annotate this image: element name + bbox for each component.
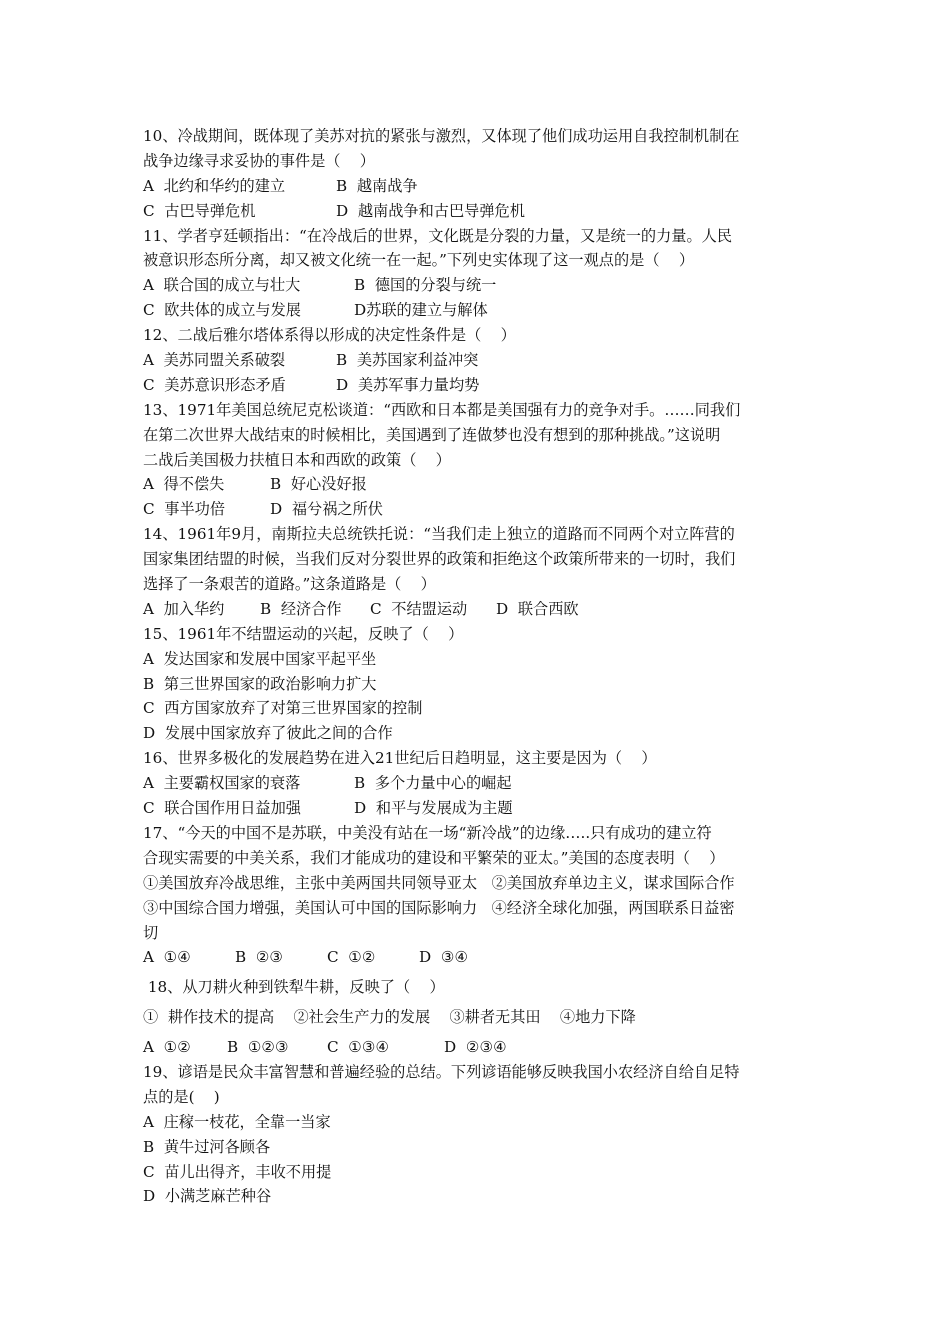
option-b: B 美苏国家利益冲突 <box>336 351 479 370</box>
option-c: C ①③④ <box>327 1038 390 1057</box>
options-row <box>143 273 813 298</box>
option-c: C 西方国家放弃了对第三世界国家的控制 <box>143 699 423 718</box>
option-d: D 和平与发展成为主题 <box>354 799 513 818</box>
option-a: A 主要霸权国家的衰落 <box>143 774 301 793</box>
option-d: D苏联的建立与解体 <box>354 301 488 320</box>
options-row <box>143 348 813 373</box>
question-stem: 二战后美国极力扶植日本和西欧的政策（ ） <box>143 450 451 469</box>
question-stem: 12、二战后雅尔塔体系得以形成的决定性条件是（ ） <box>143 326 516 345</box>
option-c: C 苗儿出得齐，丰收不用提 <box>143 1162 332 1181</box>
option-d: D ③④ <box>419 948 469 967</box>
question-stem: 15、1961年不结盟运动的兴起，反映了（ ） <box>143 624 464 643</box>
question-stem: 战争边缘寻求妥协的事件是（ ） <box>143 151 375 170</box>
question-19 <box>143 1060 813 1209</box>
options-row <box>143 298 813 323</box>
option-d: D 越南战争和古巴导弹危机 <box>336 201 525 220</box>
question-15 <box>143 622 813 746</box>
question-13 <box>143 398 813 522</box>
option-c: C 古巴导弹危机 <box>143 201 256 220</box>
question-stem: 在第二次世界大战结束的时候相比，美国遇到了连做梦也没有想到的那种挑战。”这说明 <box>143 425 721 444</box>
option-a: A 得不偿失 <box>143 475 225 494</box>
question-stem: 16、世界多极化的发展趋势在进入21世纪后日趋明显，这主要是因为（ ） <box>143 749 657 768</box>
question-stem: 11、学者亨廷顿指出：“在冷战后的世界，文化既是分裂的力量，又是统一的力量。人民 <box>143 226 733 245</box>
question-18 <box>143 975 813 1060</box>
options-row <box>143 373 813 398</box>
options-row <box>143 199 813 224</box>
question-stem: 18、从刀耕火种到铁犁牛耕，反映了（ ） <box>143 978 445 997</box>
option-d: D 联合西欧 <box>496 599 579 618</box>
option-a: A 加入华约 <box>143 599 225 618</box>
option-c: C 联合国作用日益加强 <box>143 799 301 818</box>
options-row <box>143 796 813 821</box>
option-a: A 庄稼一枝花，全靠一当家 <box>143 1112 331 1131</box>
option-d: D 福兮祸之所伏 <box>270 500 383 519</box>
statement-line: ①美国放弃冷战思维，主张中美两国共同领导亚太 ②美国放弃单边主义，谋求国际合作 <box>143 873 735 892</box>
options-row <box>143 174 813 199</box>
option-c: C 事半功倍 <box>143 500 226 519</box>
option-b: B ②③ <box>235 948 284 967</box>
option-c: C ①② <box>327 948 376 967</box>
question-stem: 19、谚语是民众丰富智慧和普遍经验的总结。下列谚语能够反映我国小农经济自给自足特 <box>143 1062 740 1081</box>
statement-line: ① 耕作技术的提高 ②社会生产力的发展 ③耕者无其田 ④地力下降 <box>143 1008 636 1027</box>
statement-line: 切 <box>143 923 159 942</box>
question-14 <box>143 522 813 622</box>
option-a: A 联合国的成立与壮大 <box>143 276 301 295</box>
statement-line: ③中国综合国力增强，美国认可中国的国际影响力 ④经济全球化加强，两国联系日益密 <box>143 898 735 917</box>
question-stem: 14、1961年9月，南斯拉夫总统铁托说：“当我们走上独立的道路而不同两个对立阵营的 <box>143 525 735 544</box>
question-12 <box>143 323 813 398</box>
question-stem: 合现实需要的中美关系，我们才能成功的建设和平繁荣的亚太。”美国的态度表明（ ） <box>143 848 725 867</box>
question-17 <box>143 821 813 970</box>
options-row <box>143 497 813 522</box>
option-a: A 北约和华约的建立 <box>143 176 286 195</box>
option-d: D 发展中国家放弃了彼此之间的合作 <box>143 724 393 743</box>
option-b: B 越南战争 <box>336 176 418 195</box>
option-c: C 美苏意识形态矛盾 <box>143 375 286 394</box>
option-d: D ②③④ <box>444 1038 507 1057</box>
question-list <box>143 124 813 1209</box>
option-d: D 美苏军事力量均势 <box>336 375 480 394</box>
option-b: B 德国的分裂与统一 <box>354 276 497 295</box>
question-stem: 10、冷战期间，既体现了美苏对抗的紧张与激烈，又体现了他们成功运用自我控制机制在 <box>143 127 740 145</box>
options-row <box>143 945 813 970</box>
option-c: C 欧共体的成立与发展 <box>143 301 301 320</box>
option-b: B 好心没好报 <box>270 475 367 494</box>
options-row <box>143 597 813 622</box>
option-b: B 黄牛过河各顾各 <box>143 1137 271 1156</box>
option-a: A 发达国家和发展中国家平起平坐 <box>143 649 377 668</box>
options-row <box>143 472 813 497</box>
question-stem: 选择了一条艰苦的道路。”这条道路是（ ） <box>143 575 436 594</box>
question-11 <box>143 224 813 324</box>
question-stem: 点的是( ) <box>143 1087 220 1106</box>
option-a: A 美苏同盟关系破裂 <box>143 351 286 370</box>
question-stem: 国家集团结盟的时候，当我们反对分裂世界的政策和拒绝这个政策所带来的一切时，我们 <box>143 550 736 569</box>
question-stem: 13、1971年美国总统尼克松谈道：“西欧和日本都是美国强有力的竞争对手。……同我们 <box>143 400 741 419</box>
option-b: B 多个力量中心的崛起 <box>354 774 512 793</box>
option-d: D 小满芝麻芒种谷 <box>143 1187 272 1206</box>
option-c: C 不结盟运动 <box>370 599 468 618</box>
option-b: B 第三世界国家的政治影响力扩大 <box>143 674 377 693</box>
question-stem: 被意识形态所分离，却又被文化统一在一起。”下列史实体现了这一观点的是（ ） <box>143 251 695 270</box>
option-a: A ①② <box>143 1038 191 1057</box>
options-row <box>143 1035 813 1060</box>
option-b: B 经济合作 <box>260 599 342 618</box>
question-16 <box>143 746 813 821</box>
question-10 <box>143 124 813 224</box>
option-a: A ①④ <box>143 948 191 967</box>
question-stem: 17、“今天的中国不是苏联，中美没有站在一场“新冷战”的边缘…..只有成功的建立符 <box>143 823 712 842</box>
options-row <box>143 771 813 796</box>
option-b: B ①②③ <box>227 1038 289 1057</box>
